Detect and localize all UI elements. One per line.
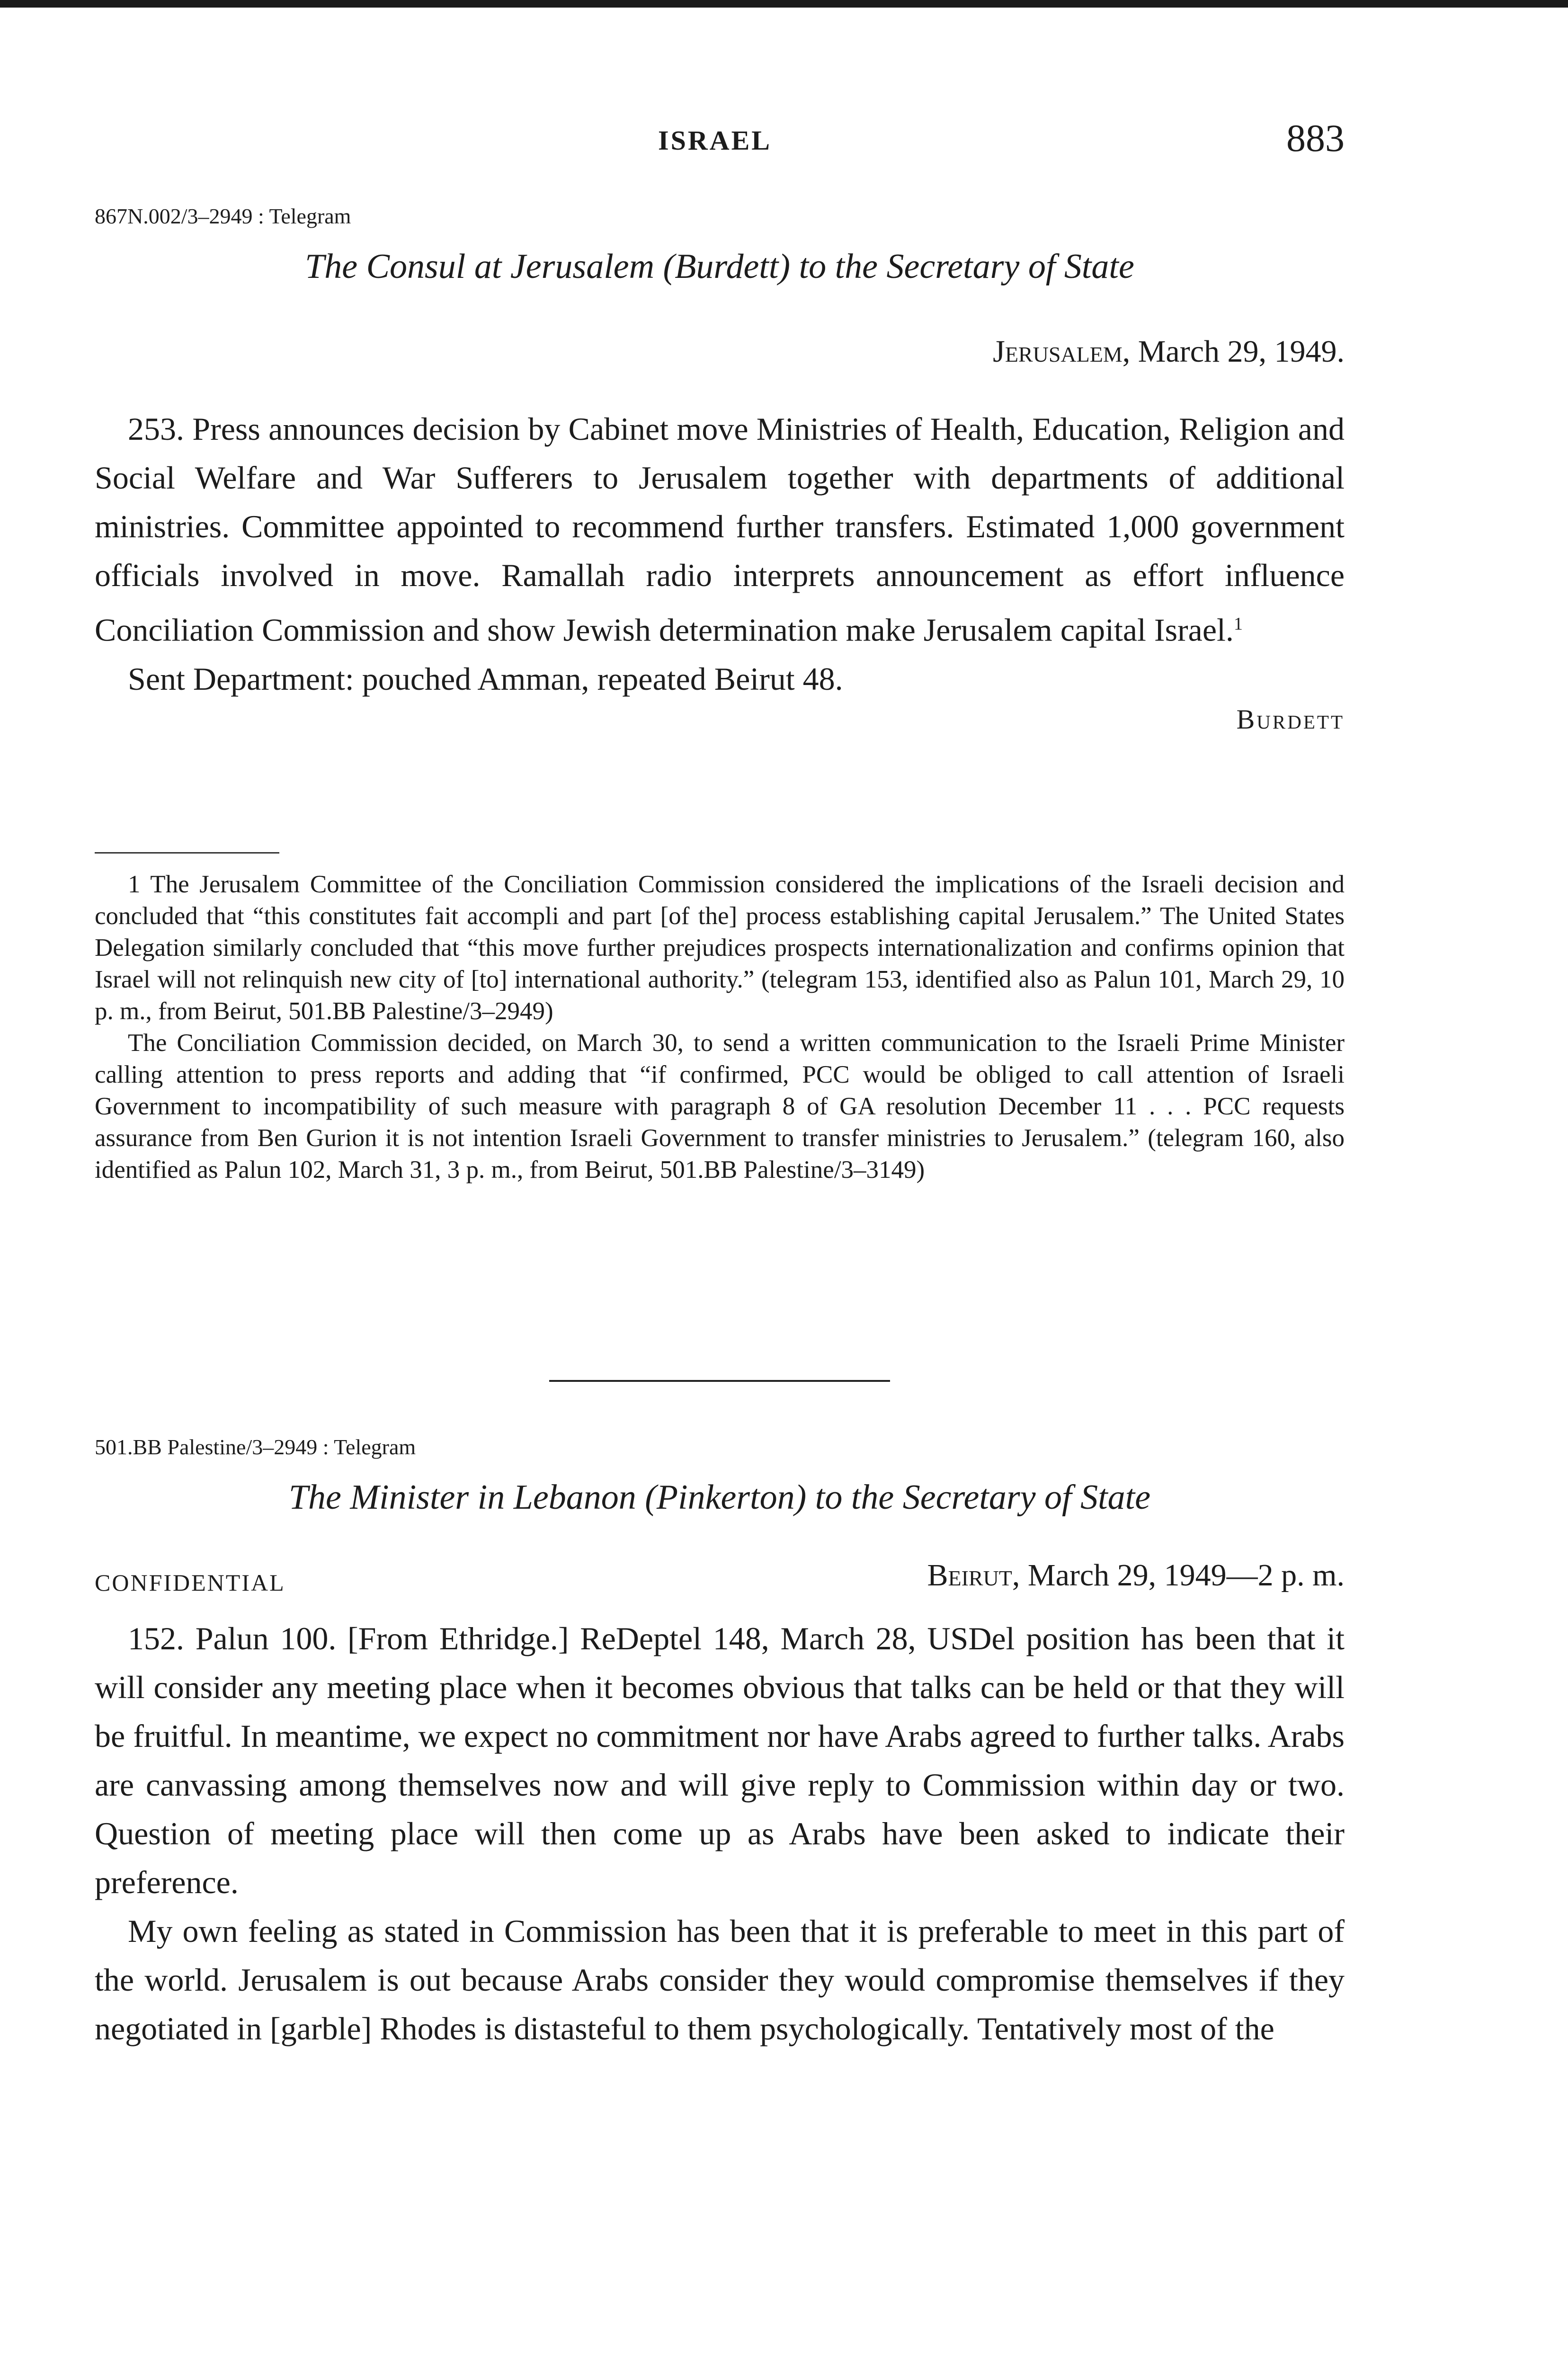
classification-marking: CONFIDENTIAL bbox=[95, 1569, 285, 1596]
document-2 bbox=[95, 1434, 1345, 1518]
document-title: The Minister in Lebanon (Pinkerton) to the Secretary of State bbox=[288, 1478, 1151, 1517]
dateline bbox=[95, 334, 1345, 370]
section-divider bbox=[549, 1380, 890, 1382]
telegram-paragraph: Sent Department: pouched Amman, repeated Beirut 48. bbox=[128, 660, 843, 697]
file-reference: 501.BB Palestine/3–2949 : Telegram bbox=[95, 1435, 416, 1459]
dateline-place: Beirut, bbox=[927, 1558, 1020, 1593]
dateline-place: Jerusalem, bbox=[993, 334, 1131, 369]
document-1 bbox=[95, 204, 1345, 287]
dateline bbox=[927, 1557, 1345, 1593]
running-header bbox=[95, 116, 1345, 159]
paragraph-text: 253. Press announces decision by Cabinet move Ministries of Health, Education, Religion and Social Welfare and War Sufferers to Jerusalem together with departments of additional ministries. Committee appointed to recommend further transfers. Estimated 1,000 government officials involved in move. Ramallah radio interprets announcement as effort influence Conciliation Commission and show Jewish determination make Jerusalem capital Israel. bbox=[95, 411, 1345, 648]
telegram-paragraph: 152. Palun 100. [From Ethridge.] ReDeptel 148, March 28, USDel position has been that it will consider any meeting place when it becomes obvious that talks can be held or that they will be fruitful. In meantime, we expect no commitment nor have Arabs agreed to further talks. Arabs are canvassing among themselves now and will give reply to Commission within day or two. Question of meeting place will then come up as Arabs have been asked to indicate their preference. bbox=[95, 1620, 1345, 1900]
dateline-row bbox=[95, 1557, 1345, 1600]
document-title: The Consul at Jerusalem (Burdett) to the Secretary of State bbox=[305, 247, 1134, 286]
page-number: 883 bbox=[1286, 116, 1345, 160]
telegram-paragraph bbox=[95, 405, 1345, 655]
footnote-paragraph: 1 The Jerusalem Committee of the Conciliation Commission considered the implications of the Israeli decision and concluded that “this constitutes fait accompli and part [of the] process establishing capital Jerusalem.” The United States Delegation similarly concluded that “this move further prejudices prospects internationalization and confirms opinion that Israel will not relinquish new city of [to] international authority.” (telegram 153, identified also as Palun 101, March 29, 10 p. m., from Beirut, 501.BB Palestine/3–2949) bbox=[95, 871, 1345, 1025]
footnote-rule bbox=[95, 852, 279, 854]
footnote bbox=[95, 869, 1345, 1186]
document-1-body bbox=[95, 405, 1345, 735]
document-2-dateline bbox=[95, 1557, 1345, 1600]
file-reference: 867N.002/3–2949 : Telegram bbox=[95, 204, 351, 228]
running-title: ISRAEL bbox=[658, 125, 772, 156]
signature: Burdett bbox=[1236, 703, 1345, 735]
telegram-paragraph: My own feeling as stated in Commission has been that it is preferable to meet in this part of the world. Jerusalem is out because Arabs consider they would compromise themselves if they negotiated in [garble] Rhodes is distasteful to them psychologically. Tentatively most of the bbox=[95, 1913, 1345, 2047]
dateline-date: March 29, 1949. bbox=[1138, 334, 1345, 369]
top-border bbox=[0, 0, 1568, 8]
document-2-body bbox=[95, 1614, 1345, 2053]
document-1-dateline bbox=[95, 334, 1345, 370]
dateline-date: March 29, 1949—2 p. m. bbox=[1027, 1558, 1345, 1593]
footnote-marker: 1 bbox=[1233, 614, 1243, 634]
footnote-paragraph: The Conciliation Commission decided, on March 30, to send a written communication to the Israeli Prime Minister calling attention to press reports and adding that “if confirmed, PCC would be obliged to call attention of Israeli Government to incompatibility of such measure with paragraph 8 of GA resolution December 11 . . . PCC requests assurance from Ben Gurion it is not intention Israeli Government to transfer ministries to Jerusalem.” (telegram 160, also identified as Palun 102, March 31, 3 p. m., from Beirut, 501.BB Palestine/3–3149) bbox=[95, 1029, 1345, 1184]
